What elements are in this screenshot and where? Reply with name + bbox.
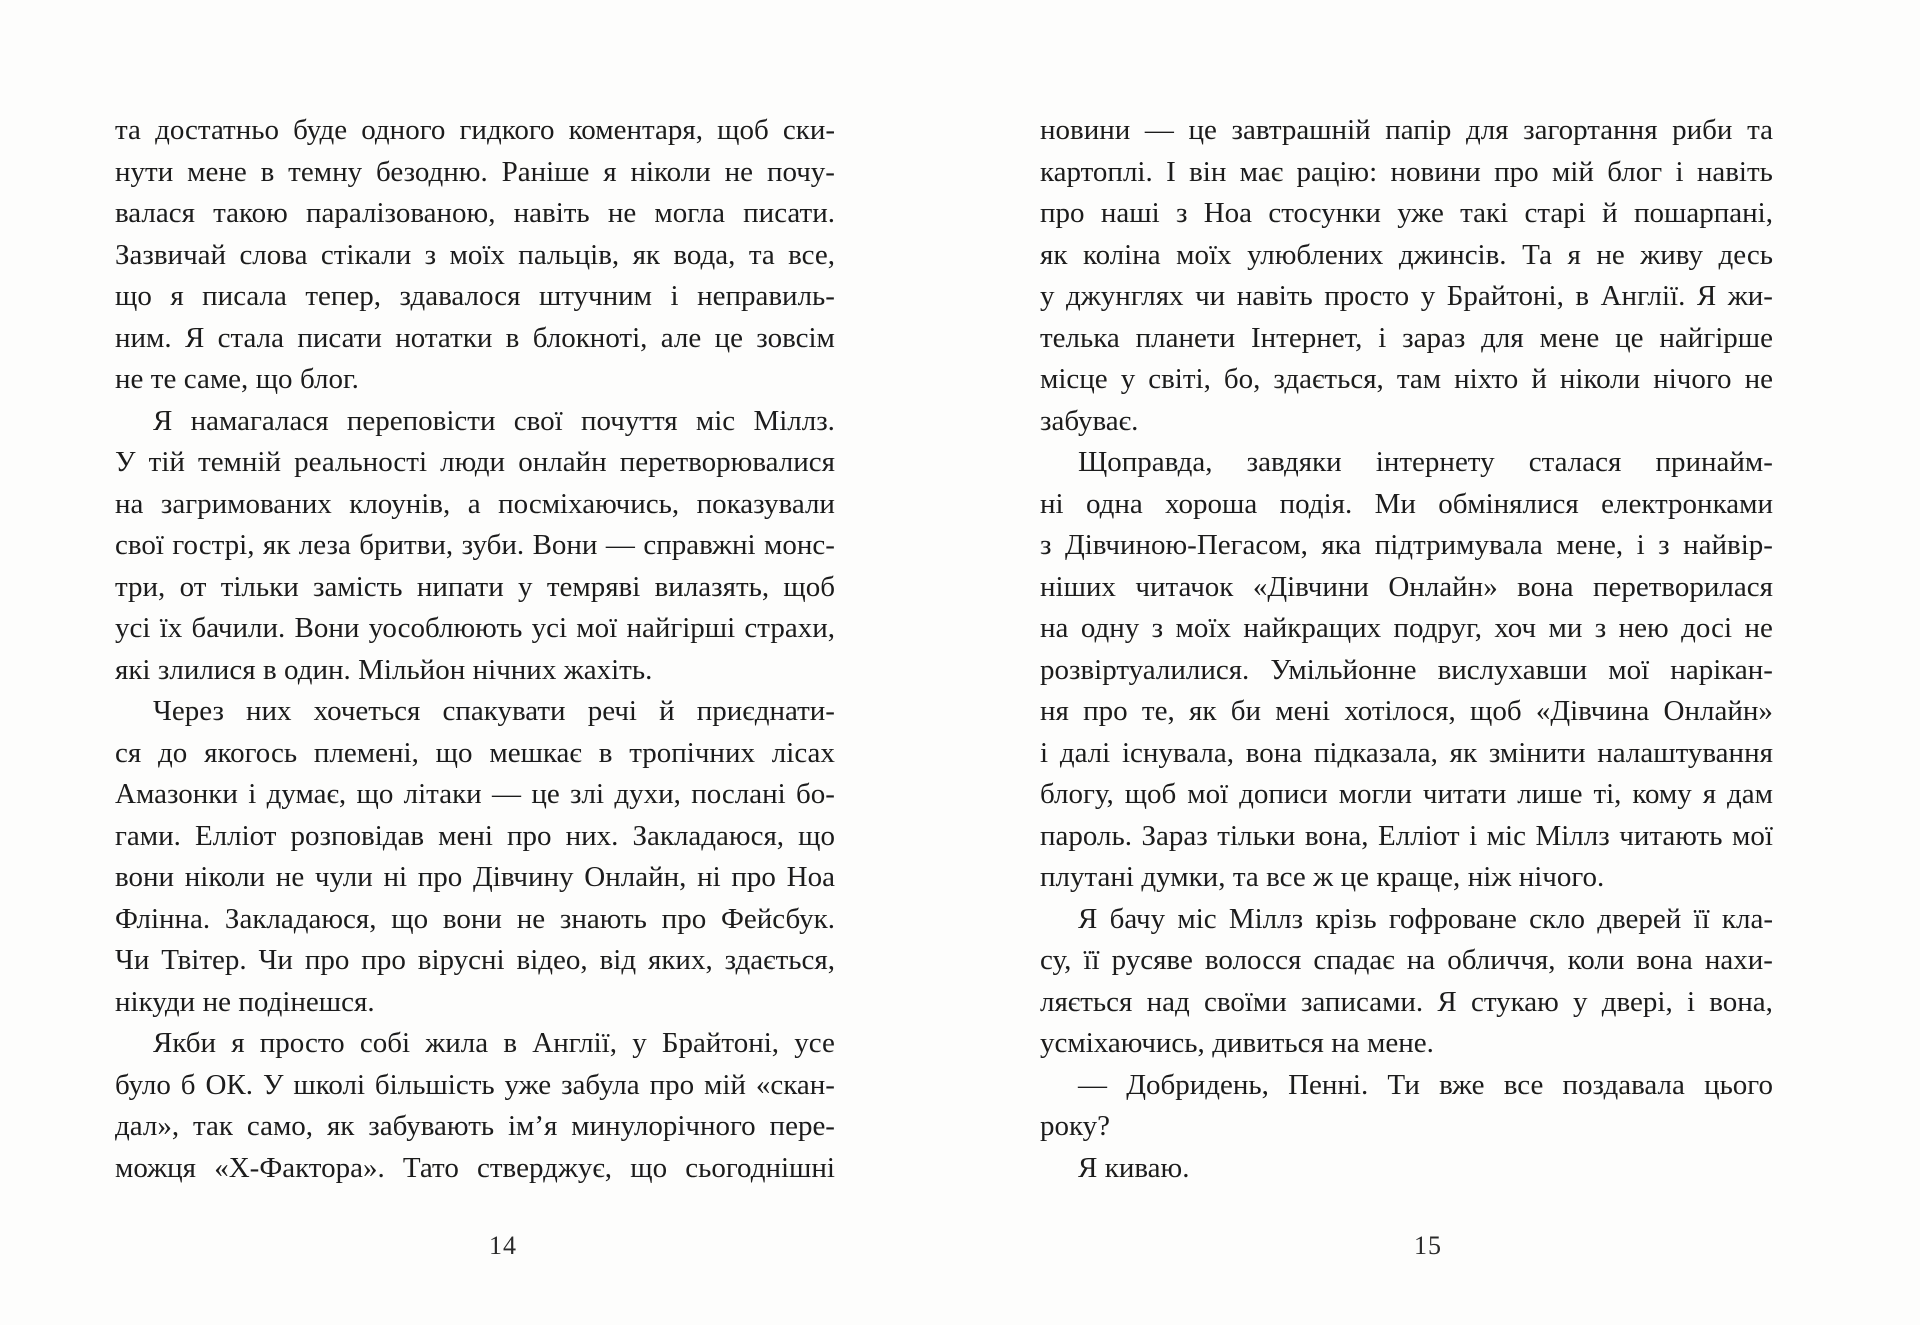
text-line: Флінна. Закладаюся, що вони не знають про Фейсбук.	[115, 902, 835, 935]
text-line: ся до якогось племені, що мешкає в тропічних лісах	[115, 736, 835, 769]
page-15-text	[1040, 110, 1773, 1189]
text-line: ніших читачок «Дівчини Онлайн» вона перетворилася	[1040, 570, 1773, 603]
text-line: ні одна хороша подія. Ми обмінялися електронками	[1040, 487, 1773, 520]
text-line: Я киваю.	[1078, 1151, 1190, 1184]
text-line: новини — це завтрашній папір для загортання риби та	[1040, 114, 1773, 146]
text-line: Я намагалася переповісти свої почуття міс Міллз.	[153, 404, 835, 437]
text-line: про наші з Ноа стосунки уже такі старі й пошарпані,	[1040, 197, 1773, 229]
page-number-14: 14	[489, 1231, 517, 1260]
text-line: з Дівчиною-Пегасом, яка підтримувала мене, і з найвір-	[1040, 529, 1773, 561]
text-line: нути мене в темну безодню. Раніше я ніколи не почу-	[115, 155, 835, 188]
text-line: Якби я просто собі жила в Англії, у Брайтоні, усе	[153, 1027, 835, 1059]
text-line: телька планети Інтернет, і зараз для мене це найгірше	[1040, 321, 1773, 354]
text-line: було б ОК. У школі більшість уже забула про мій «скан-	[115, 1068, 835, 1101]
text-line: три, от тільки замість нипати у темряві вилазять, щоб	[115, 570, 835, 603]
text-line: які злилися в один. Мільйон нічних жахіть.	[115, 653, 653, 686]
text-line: гами. Елліот розповідав мені про них. Закладаюся, що	[115, 819, 835, 852]
text-line: плутані думки, та все ж це краще, ніж нічого.	[1040, 861, 1605, 893]
text-line: як коліна моїх улюблених джинсів. Та я не живу десь	[1040, 238, 1773, 271]
text-line: і далі існувала, вона підказала, як змінити налаштування	[1040, 736, 1773, 769]
text-line: блогу, щоб мої дописи могли читати лише ті, кому я дам	[1040, 778, 1773, 810]
text-line: Щоправда, завдяки інтернету сталася принайм-	[1078, 446, 1773, 478]
text-line: У тій темній реальності люди онлайн перетворювалися	[115, 446, 835, 478]
text-line: нікуди не подінешся.	[115, 985, 375, 1018]
page-number-15: 15	[1414, 1231, 1442, 1260]
text-line: забуває.	[1040, 404, 1139, 437]
text-line: ня про те, як би мені хотілося, щоб «Дівчина Онлайн»	[1040, 695, 1773, 727]
text-line: та достатньо буде одного гидкого коментаря, щоб ски-	[115, 114, 835, 146]
text-line: картоплі. І він має рацію: новини про мій блог і навіть	[1040, 155, 1773, 188]
text-line: Амазонки і думає, що літаки — це злі духи, послані бо-	[115, 778, 835, 810]
text-line: су, її русяве волосся спадає на обличчя, коли вона нахи-	[1040, 944, 1773, 976]
page-15	[960, 0, 1920, 1325]
text-line: — Добридень, Пенні. Ти вже все поздавала цього	[1078, 1068, 1773, 1101]
text-line: Я бачу міс Міллз крізь гофроване скло дверей її кла-	[1078, 902, 1773, 935]
text-line: Зазвичай слова стікали з моїх пальців, як вода, та все,	[115, 238, 835, 271]
text-line: не те саме, що блог.	[115, 363, 359, 395]
text-line: що я писала тепер, здавалося штучним і неправиль-	[115, 280, 835, 312]
text-line: на загримованих клоунів, а посміхаючись, показували	[115, 487, 835, 520]
page-14-text	[115, 110, 835, 1189]
text-line: свої гострі, як леза бритви, зуби. Вони — справжні монс-	[115, 529, 835, 561]
text-line: Через них хочеться спакувати речі й приєднати-	[153, 695, 835, 727]
text-line: місце у світі, бо, здається, там ніхто й ніколи нічого не	[1040, 363, 1773, 395]
text-line: розвіртуалилися. Умільйонне вислухавши мої нарікан-	[1040, 653, 1773, 686]
text-line: пароль. Зараз тільки вона, Елліот і міс Міллз читають мої	[1040, 819, 1773, 852]
text-line: можця «Х-Фактора». Тато стверджує, що сьогоднішні	[115, 1151, 835, 1184]
text-line: року?	[1040, 1110, 1111, 1142]
text-line: усі їх бачили. Вони уособлюють усі мої найгірші страхи,	[115, 612, 835, 644]
text-line: на одну з моїх найкращих подруг, хоч ми з нею досі не	[1040, 612, 1773, 644]
text-line: валася такою паралізованою, навіть не могла писати.	[115, 197, 835, 229]
text-line: Чи Твітер. Чи про про вірусні відео, від яких, здається,	[115, 944, 835, 976]
text-line: ляється над своїми записами. Я стукаю у двері, і вона,	[1040, 985, 1773, 1018]
text-line: усміхаючись, дивиться на мене.	[1040, 1027, 1434, 1059]
text-line: у джунглях чи навіть просто у Брайтоні, в Англії. Я жи-	[1040, 280, 1773, 312]
text-line: вони ніколи не чули ні про Дівчину Онлайн, ні про Ноа	[115, 861, 835, 893]
text-line: ним. Я стала писати нотатки в блокноті, але це зовсім	[115, 321, 835, 354]
text-line: дал», так само, як забувають ім’я минулорічного пере-	[115, 1110, 835, 1142]
